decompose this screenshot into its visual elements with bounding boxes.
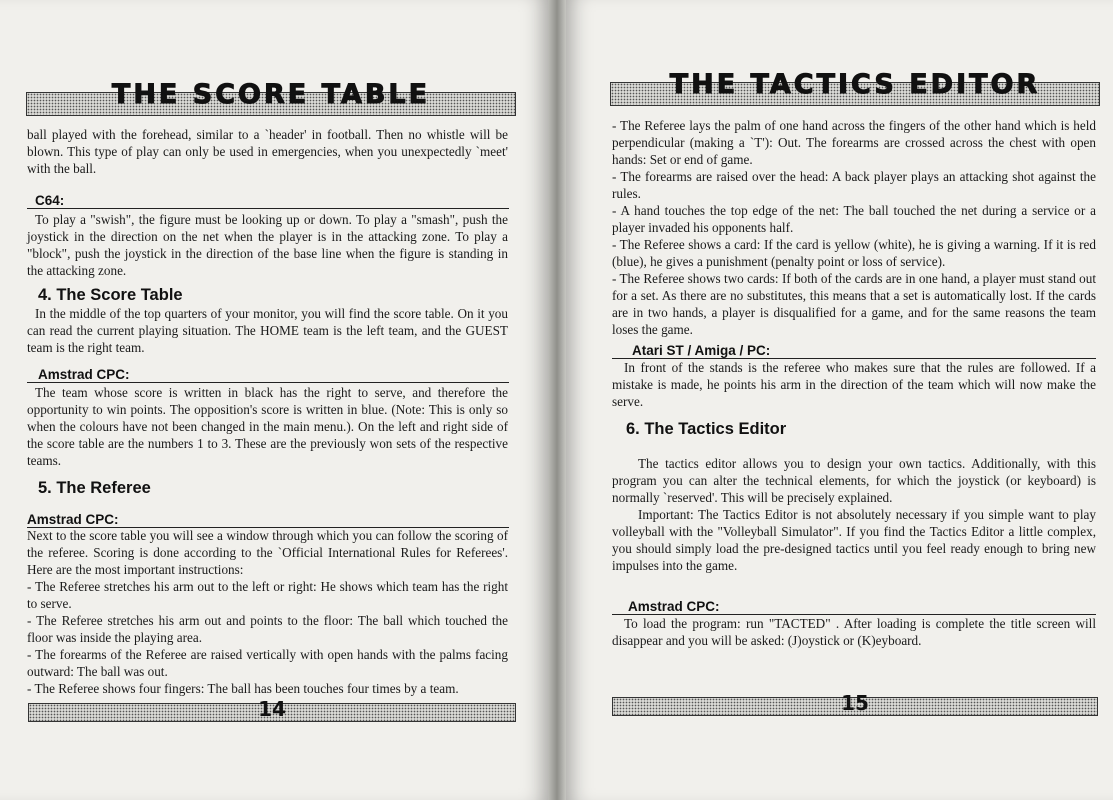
amstrad-paragraph: [612, 615, 1096, 649]
page-number: 14: [258, 697, 286, 721]
referee-rule-2: - The Referee stretches his arm out and points to the floor: The ball which touched the floor was inside the playing area.: [27, 613, 508, 645]
amstrad-text: To load the program: run "TACTED" . After loading is complete the title screen will disappear and you will be asked: (J)oystick or (K)eyboard.: [612, 616, 1096, 648]
amstrad-heading: [612, 599, 1096, 615]
page-number: 15: [841, 691, 869, 715]
page-14: [0, 0, 548, 800]
amstrad-heading-1-label: Amstrad CPC:: [38, 367, 130, 382]
referee-intro: Next to the score table you will see a window through which you can follow the scoring of the referee. Scoring is done according to the `Official International Rules for Referees'. Here are the most important instructions:: [27, 528, 508, 577]
amstrad-heading-2-label: Amstrad CPC:: [27, 512, 119, 527]
c64-paragraph: [27, 211, 508, 279]
section-4-text: In the middle of the top quarters of your monitor, you will find the score table. On it you can read the current playing situation. The HOME team is the left team, and the GUEST team is the right team.: [27, 306, 508, 355]
amstrad-paragraph-1: [27, 384, 508, 469]
section-4-heading: 4. The Score Table: [38, 286, 183, 304]
rule-card: - The Referee shows a card: If the card is yellow (white), he is giving a warning. If it is red (blue), he gives a punishment (penalty point or loss of service).: [612, 237, 1096, 269]
atari-heading-label: Atari ST / Amiga / PC:: [632, 343, 771, 358]
c64-text: To play a "swish", the figure must be looking up or down. To play a "smash", push the joystick in the direction on the net when the player is in the attacking zone. To play a "block", push the joystick in the direction of the base line when the figure is standing in the attacking zone.: [27, 212, 508, 278]
title-banner: [610, 69, 1100, 106]
book-gutter: [548, 0, 566, 800]
tactics-para-1: The tactics editor allows you to design your own tactics. Additionally, with this program you can alter the technical elements, for which the joystick (or keyboard) is normally `reserved'. This will be precisely explained.: [612, 456, 1096, 505]
footer-banner: [612, 691, 1098, 716]
footer-banner: [28, 697, 516, 722]
intro-paragraph: [27, 126, 508, 177]
referee-rule-3: - The forearms of the Referee are raised vertically with open hands with the palms facing outward: The ball was out.: [27, 647, 508, 679]
banner-title: THE TACTICS EDITOR: [669, 69, 1041, 100]
atari-text: In front of the stands is the referee who makes sure that the rules are followed. If a mistake is made, he points his arm in the direction of the team which will now make the serve.: [612, 360, 1096, 409]
rule-net-touch: - A hand touches the top edge of the net: The ball touched the net during a service or a player invaded his opponents half.: [612, 203, 1096, 235]
amstrad-heading-1: [27, 367, 509, 383]
referee-rules-continued: [612, 117, 1096, 338]
banner-title: THE SCORE TABLE: [111, 79, 431, 110]
section-5-heading: 5. The Referee: [38, 479, 151, 497]
amstrad-text-1: The team whose score is written in black has the right to serve, and therefore the opportunity to win points. The opposition's score is written in blue. (Note: This is only so when the colours have not been changed in the main menu.). On the left and right side of the score table are the numbers 1 to 3. These are the previously won sets of the respective teams.: [27, 385, 508, 468]
tactics-para-2: Important: The Tactics Editor is not absolutely necessary if you simple want to play volleyball with the "Volleyball Simulator". If you find the Tactics Editor a little complex, you should simply load the pre-designed tactics until you feel ready enough to bring new impulses into the game.: [612, 507, 1096, 573]
amstrad-heading-label: Amstrad CPC:: [628, 599, 720, 614]
rule-forearms-raised: - The forearms are raised over the head: A back player plays an attacking shot against the rules.: [612, 169, 1096, 201]
amstrad-heading-2: [27, 512, 509, 528]
section-6-heading: 6. The Tactics Editor: [626, 420, 787, 438]
tactics-editor-body: [612, 455, 1096, 574]
referee-instructions: [27, 527, 508, 697]
referee-rule-1: - The Referee stretches his arm out to the left or right: He shows which team has the right to serve.: [27, 579, 508, 611]
title-banner: [26, 79, 516, 116]
c64-heading-label: C64:: [35, 193, 65, 208]
section-4-paragraph: [27, 305, 508, 356]
intro-text: ball played with the forehead, similar to a `header' in football. Then no whistle will be blown. This type of play can only be used in emergencies, when you unexpectedly `meet' with the ball.: [27, 127, 508, 176]
c64-heading: [27, 193, 509, 209]
rule-t-sign: - The Referee lays the palm of one hand across the fingers of the other hand which is held perpendicular (making a `T'): Out. The forearms are crossed across the chest with open hands: Set or end of game.: [612, 118, 1096, 167]
atari-heading: [612, 343, 1096, 359]
referee-rule-4: - The Referee shows four fingers: The ball has been touches four times by a team.: [27, 681, 459, 696]
page-15: [566, 0, 1113, 800]
atari-paragraph: [612, 359, 1096, 410]
rule-two-cards: - The Referee shows two cards: If both of the cards are in one hand, a player must stand out for a set. As there are no substitutes, this means that a set is automatically lost. If the cards are in two hands, a player is disqualified for a game, and for the same reasons the team loses the game.: [612, 271, 1096, 337]
